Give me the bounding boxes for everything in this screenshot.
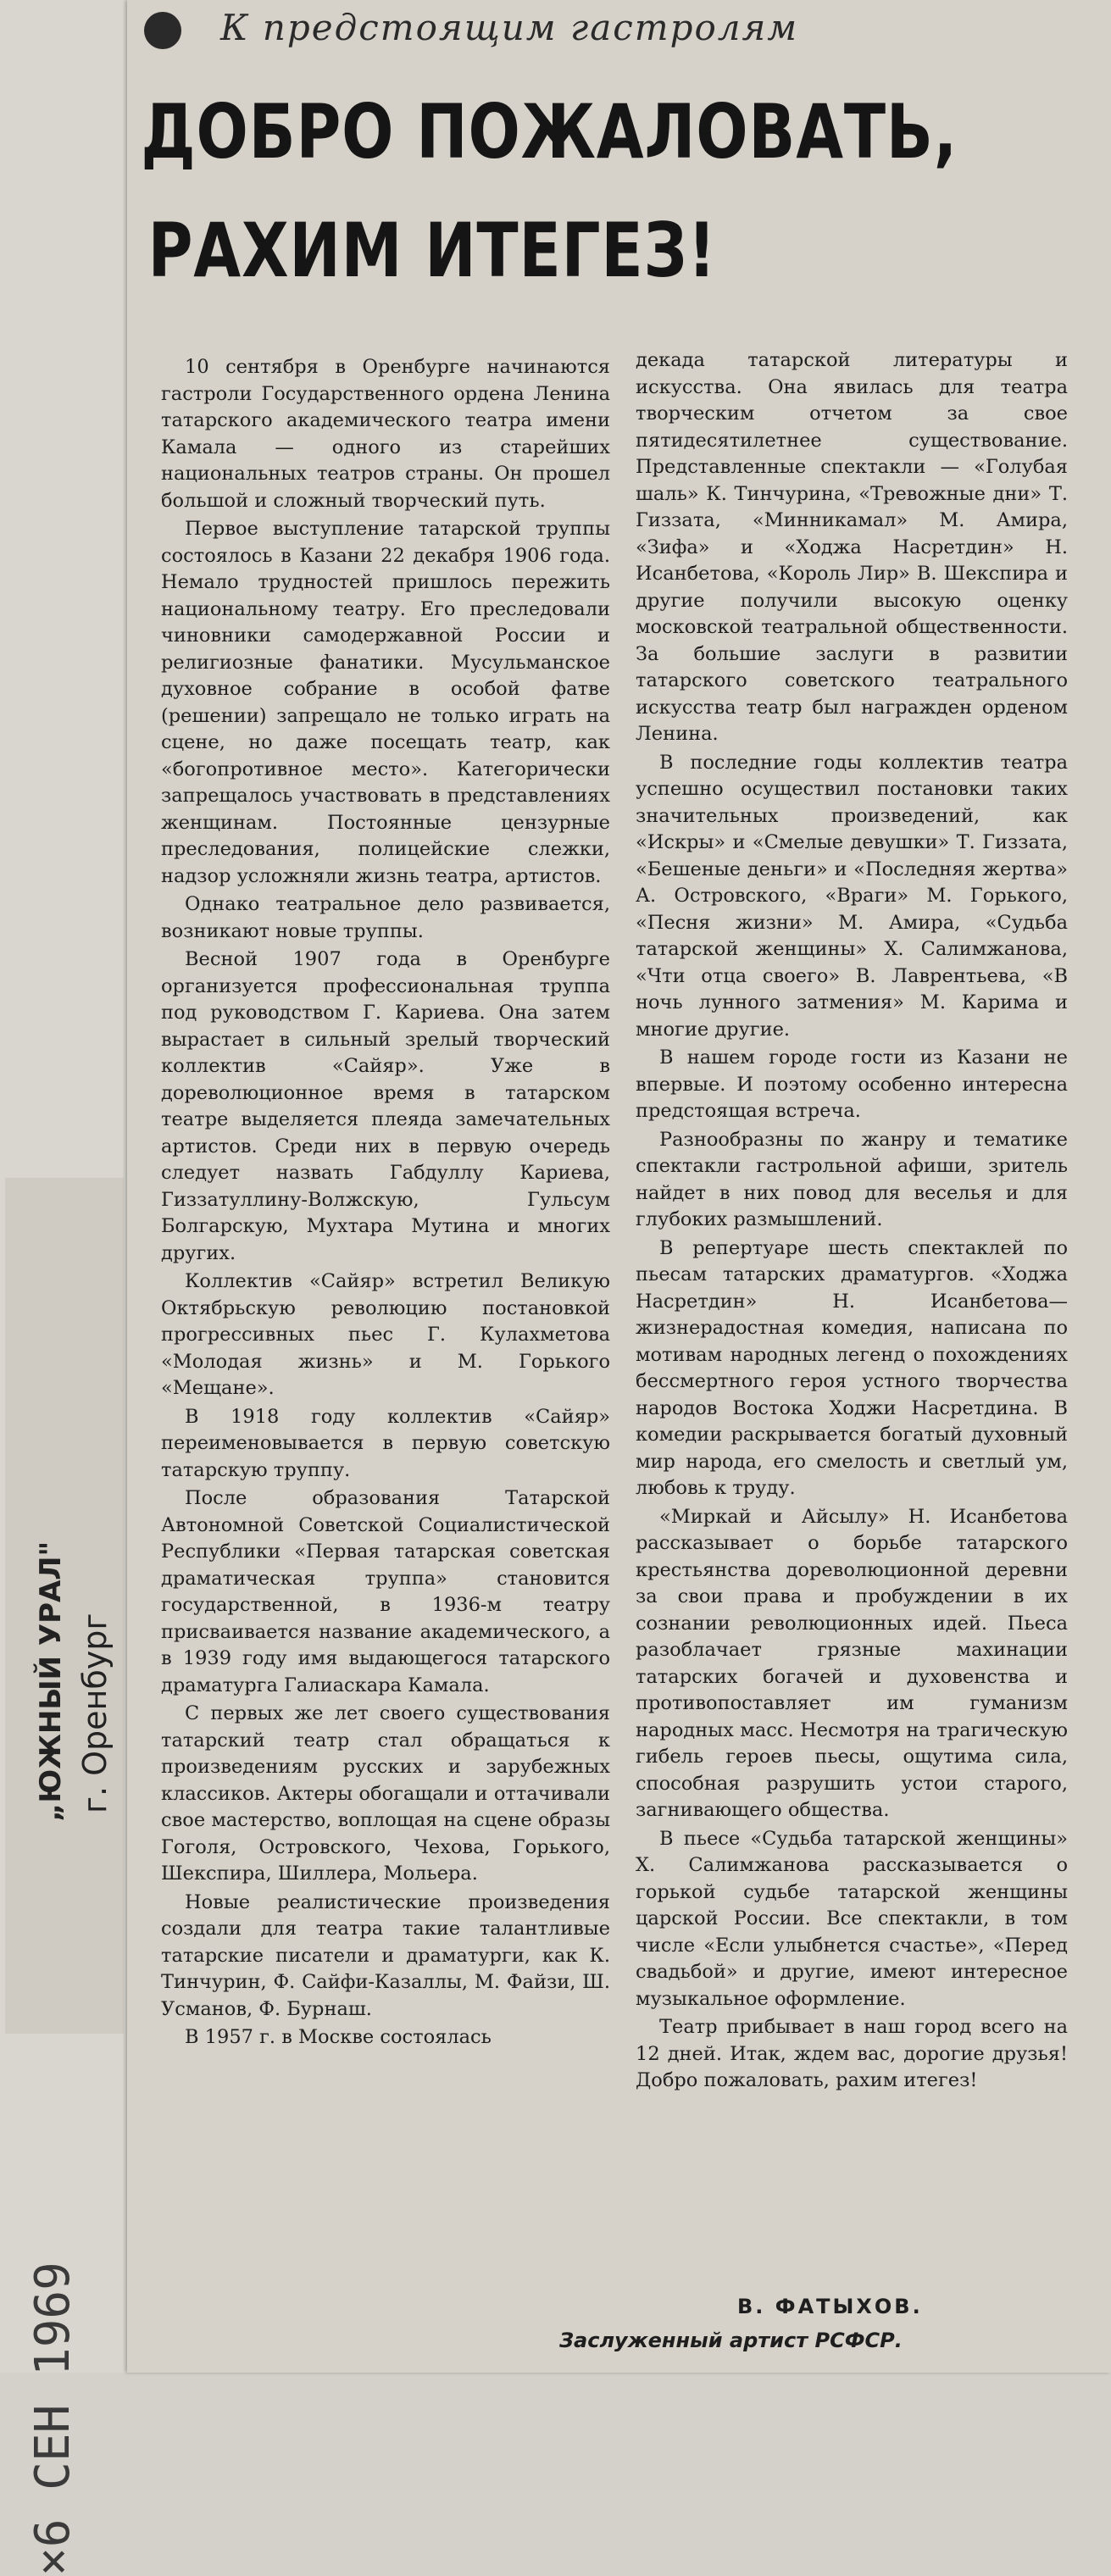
paragraph: Новые реалистические произведения создали для театра такие талантливые татарские писатели и драматурги, как К. Тинчурин, Ф. Сайфи-Казаллы, М. Файзи, Ш. Усманов, Ф. Бурнаш. [161, 1890, 610, 2020]
paragraph: Коллектив «Сайяр» встретил Великую Октябрьскую революцию постановкой прогрессивных пьес Г. Кулахметова «Молодая жизнь» и М. Горького «Мещане». [161, 1270, 610, 1399]
paragraph: Театр прибывает в наш город всего на 12 дней. Итак, ждем вас, дорогие друзья! Добро пожаловать, рахим итегез! [636, 2016, 1068, 2091]
article-right-column [636, 347, 1068, 2096]
paragraph: После образования Татарской Автономной Советской Социалистической Республики «Первая татарская советская драматическая труппа» становится государственной, в 1936-м театру присваивается название академического, а в 1939 году имя выдающегося татарского драматурга Галиаскара Камала. [161, 1487, 610, 1696]
paragraph: Первое выступление татарской труппы состоялось в Казани 22 декабря 1906 года. Немало трудностей пришлось пережить национальному театру. Его преследовали чиновники самодержавной России и религиозные фанатики. Мусульманское духовное собрание в особой фатве (решении) запрещало не только играть на сцене, но даже посещать театр, как «богопротивное место». Категорически запрещалось участвовать в представлениях женщинам. Постоянные цензурные преследования, полицейские слежки, надзор усложняли жизнь театра, артистов. [161, 518, 610, 887]
rubric-title: К предстоящим гастролям [220, 7, 799, 48]
stamp-newspaper-name: „ЮЖНЫЙ УРАЛ" [34, 1541, 68, 1822]
paragraph: В репертуаре шесть спектаклей по пьесам татарских драматургов. «Ходжа Насретдин» Н. Исанбетова—жизнерадостная комедия, написана по мотивам народных легенд о похождениях бессмертного героя устного творчества народов Востока Ходжи Насретдина. В комедии раскрывается богатый духовный мир народа, его смелость и светлый ум, любовь к труду. [636, 1236, 1068, 1499]
headline-line-1: ДОБРО ПОЖАЛОВАТЬ, [141, 88, 958, 175]
stamp-date: ×6 СЕН 1969 [25, 2262, 81, 2576]
stamp-city: г. Оренбург [76, 1613, 114, 1813]
paragraph: В 1918 году коллектив «Сайяр» переименовывается в первую советскую татарскую труппу. [161, 1405, 610, 1481]
rubric-bullet-icon [144, 12, 181, 49]
paragraph: декада татарской литературы и искусства. Она явилась для театра творческим отчетом за свое пятидесятилетнее существование. Представленные спектакли — «Голубая шаль» К. Тинчурина, «Тревожные дни» Т. Гиззата, «Минникамал» М. Амира, «Зифа» и «Ходжа Насретдин» Н. Исанбетова, «Король Лир» В. Шекспира и другие получили высокую оценку московской театральной общественности. За большие заслуги в развитии татарского советского театрального искусства театр был награжден орденом Ленина. [636, 349, 1068, 745]
paragraph: Разнообразны по жанру и тематике спектакли гастрольной афиши, зритель найдет в них повод для веселья и для глубоких размышлений. [636, 1128, 1068, 1230]
paragraph: В 1957 г. в Москве состоялась [185, 2026, 492, 2048]
headline-line-2: РАХИМ ИТЕГЕЗ! [147, 207, 717, 294]
paragraph: С первых же лет своего существования татарский театр стал обращаться к произведениям русских и зарубежных классиков. Актеры обогащали и оттачивали свое мастерство, воплощая на сцене образы Гоголя, Островского, Чехова, Горького, Шекспира, Шиллера, Мольера. [161, 1702, 610, 1885]
article-left-column [161, 354, 610, 2053]
paragraph: «Миркай и Айсылу» Н. Исанбетова рассказывает о борьбе татарского крестьянства дореволюционной деревни за свои права и пробуждении в их сознании революционных идей. Пьеса разоблачает грязные махинации татарских богачей и духовенства и противопоставляет им гуманизм народных масс. Несмотря на трагическую гибель героев пьесы, ощутима сила, способная разрушить устои старого, загнивающего общества. [636, 1505, 1068, 1821]
author-title: Заслуженный артист РСФСР. [559, 2329, 903, 2352]
author-signature: В. ФАТЫХОВ. [737, 2295, 923, 2318]
paragraph: 10 сентября в Оренбурге начинаются гастроли Государственного ордена Ленина татарского академического театра имени Камала — одного из старейших национальных театров страны. Он прошел большой и сложный творческий путь. [161, 356, 610, 512]
headline [127, 73, 958, 310]
paragraph: В последние годы коллектив театра успешно осуществил постановки таких значительных произведений, как «Искры» и «Смелые девушки» Т. Гиззата, «Бешеные деньги» и «Последняя жертва» А. Островского, «Враги» М. Горького, «Песня жизни» М. Амира, «Судьба татарской женщины» Х. Салимжанова, «Чти отца своего» В. Лаврентьева, «В ночь лунного затмения» М. Карима и многие другие. [636, 751, 1068, 1041]
paragraph: В нашем городе гости из Казани не впервые. И поэтому особенно интересна предстоящая встреча. [636, 1046, 1068, 1122]
newspaper-clipping [127, 0, 1111, 2373]
paragraph: Весной 1907 года в Оренбурге организуется профессиональная труппа под руководством Г. Кариева. Она затем вырастает в сильный зрелый творческий коллектив «Сайяр». Уже в дореволюционное время в татарском театре выделяется плеяда замечательных артистов. Среди них в первую очередь следует назвать Габдуллу Кариева, Гиззатуллину-Волжскую, Гульсум Болгарскую, Мухтара Мутина и многих других. [161, 948, 610, 1264]
paragraph: В пьесе «Судьба татарской женщины» Х. Салимжанова рассказывается о горькой судьбе татарской женщины царской России. Все спектакли, в том числе «Если улыбнется счастье», «Перед свадьбой» и другие, имеют интересное музыкальное оформление. [636, 1827, 1068, 2010]
paragraph: Однако театральное дело развивается, возникают новые труппы. [161, 893, 610, 942]
